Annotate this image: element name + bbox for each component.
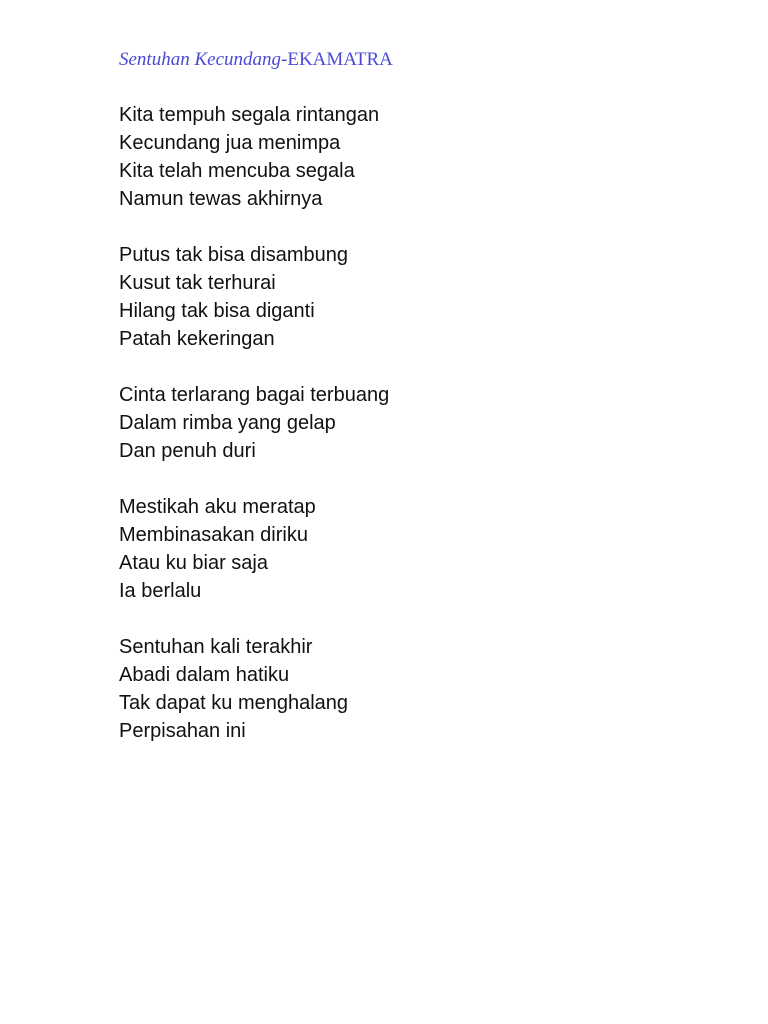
song-title-heading [119,48,393,72]
lyric-line: Dan penuh duri [119,440,256,462]
lyric-line: Ia berlalu [119,580,202,602]
lyric-line: Mestikah aku meratap [119,496,316,518]
lyric-line: Atau ku biar saja [119,552,268,574]
lyric-line: Kita telah mencuba segala [119,160,355,182]
lyric-line: Kecundang jua menimpa [119,132,341,154]
lyric-line: Tak dapat ku menghalang [119,692,349,714]
lyric-line: Putus tak bisa disambung [119,244,349,266]
song-title: Sentuhan Kecundang [119,49,282,70]
lyric-line: Patah kekeringan [119,328,275,350]
stanza-5 [119,633,719,745]
lyric-line: Namun tewas akhirnya [119,188,323,210]
stanza-1 [119,101,719,213]
lyric-line: Sentuhan kali terakhir [119,636,313,658]
artist-name: -EKAMATRA [281,49,393,70]
lyric-line: Kita tempuh segala rintangan [119,104,380,126]
lyric-line: Dalam rimba yang gelap [119,412,336,434]
stanza-2 [119,241,719,353]
lyric-line: Hilang tak bisa diganti [119,300,315,322]
lyric-line: Membinasakan diriku [119,524,308,546]
lyric-line: Perpisahan ini [119,720,246,742]
lyrics-body [119,101,719,773]
stanza-3 [119,381,719,465]
lyric-line: Cinta terlarang bagai terbuang [119,384,390,406]
stanza-4 [119,493,719,605]
lyric-line: Abadi dalam hatiku [119,664,290,686]
lyric-line: Kusut tak terhurai [119,272,276,294]
